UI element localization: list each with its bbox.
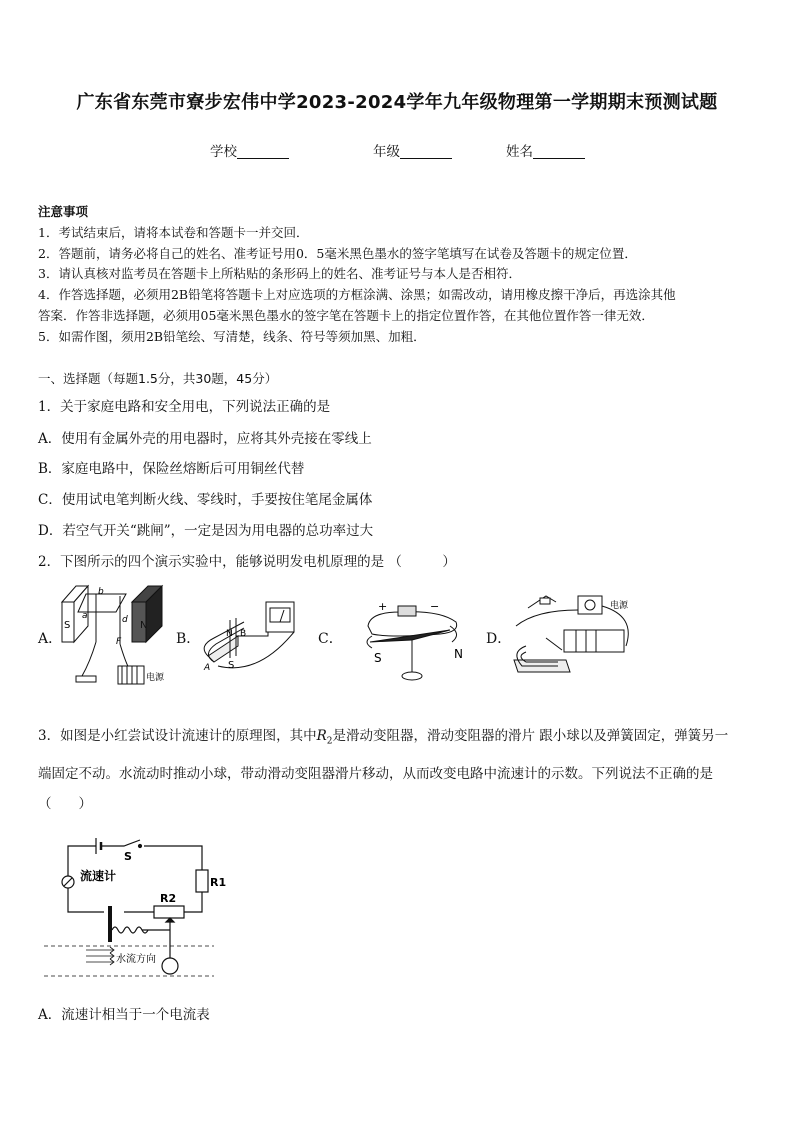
q3-text-a: 3．如图是小红尝试设计流速计的原理图，其中 [38,728,317,744]
q3-meter-label: 流速计 [80,869,117,883]
q2-a-power-label: 电源 [146,673,165,683]
name-blank [533,144,585,159]
q2-a-n-label: N [140,620,148,631]
notice-item: 2．答题前，请务必将自己的姓名、准考证号用0．5毫米黑色墨水的签字笔填写在试卷及答题卡的规定位置． [38,245,637,261]
notice-item: 答案．作答非选择题，必须用05毫米黑色墨水的签字笔在答题卡上的指定位置作答，在其他位置作答一律无效． [38,307,654,323]
q2-stem: 2．下图所示的四个演示实验中，能够说明发电机原理的是 （ ） [38,554,456,570]
notice-item: 5．如需作图，须用2B铅笔绘、写清楚，线条、符号等须加黑、加粗． [38,328,426,344]
q2-b-a-label: A [204,663,211,673]
q1-option-b: B．家庭电路中，保险丝熔断后可用铜丝代替 [38,461,305,477]
q2-a-s-label: S [64,620,71,631]
q2-label-b: B． [176,631,201,647]
notice-item: 1．考试结束后，请将本试卷和答题卡一并交回． [38,224,309,240]
q2-label-c: C． [318,631,343,647]
q3-stem-line3: （ ） [38,796,92,812]
q3-text-b: 是滑动变阻器，滑动变阻器的滑片 跟小球以及弹簧固定，弹簧另一 [332,728,729,744]
q1-option-d: D．若空气开关“跳闸”，一定是因为用电器的总功率过大 [38,523,374,539]
notice-heading: 注意事项 [38,204,89,219]
q3-s-label: S [124,850,132,863]
name-label: 姓名 [506,144,533,160]
q3-r-subscript: 2 [326,736,333,747]
grade-field [373,140,452,160]
q1-stem: 1．关于家庭电路和安全用电，下列说法正确的是 [38,399,331,415]
school-field [210,140,289,160]
q2-figure-d [506,586,648,680]
q3-r1-label: R1 [210,876,227,889]
q1-option-a: A．使用有金属外壳的用电器时，应将其外壳接在零线上 [38,431,372,447]
q3-r2-label: R2 [160,892,177,905]
q2-c-plus: + [378,600,388,613]
page-title: 广东省东莞市寮步宏伟中学2023-2024学年九年级物理第一学期期末预测试题 [76,92,718,113]
q2-c-minus: − [430,600,440,613]
school-label: 学校 [210,144,237,160]
q2-a-b-label: b [98,587,104,597]
q2-b-n-label: N [226,629,233,639]
notice-item: 4．作答选择题，必须用2B铅笔将答题卡上对应选项的方框涂满、涂黑；如需改动，请用橡皮擦干净后，再选涂其他 [38,287,676,303]
q3-r-symbol: R [316,728,327,744]
section-heading: 一、选择题（每题1.5分，共30题，45分） [38,371,278,386]
q2-d-power-label: 电源 [610,601,629,611]
q1-option-c: C．使用试电笔判断火线、零线时，手要按住笔尾金属体 [38,492,373,508]
grade-label: 年级 [373,144,400,160]
q2-c-n-label: N [454,647,463,661]
q2-c-s-label: S [374,651,382,665]
grade-blank [400,144,452,159]
q2-figure-a [56,582,176,692]
name-field [506,140,585,160]
q3-figure [44,836,234,988]
q2-label-d: D． [486,631,512,647]
notice-block [38,202,758,348]
notice-item: 3．请认真核对监考员在答题卡上所粘贴的条形码上的姓名、准考证号与本人是否相符． [38,266,521,282]
q2-figure-c [360,596,472,688]
q3-option-a: A．流速计相当于一个电流表 [38,1007,210,1023]
q3-flow-label: 水流方向 [116,954,156,965]
q2-label-a: A． [38,631,63,647]
q2-figure-b [198,596,310,676]
q2-a-d-label: d [122,615,128,625]
q3-stem-line1 [38,724,758,747]
q2-b-b-label: B [240,629,247,639]
q2-b-s-label: S [228,660,235,671]
q2-a-f-label: F [116,637,122,647]
school-blank [237,144,289,159]
q2-a-a-label: a [82,611,88,621]
q3-stem-line2: 端固定不动。水流动时推动小球，带动滑动变阻器滑片移动，从而改变电路中流速计的示数。下列说法不正确的是 [38,766,713,782]
